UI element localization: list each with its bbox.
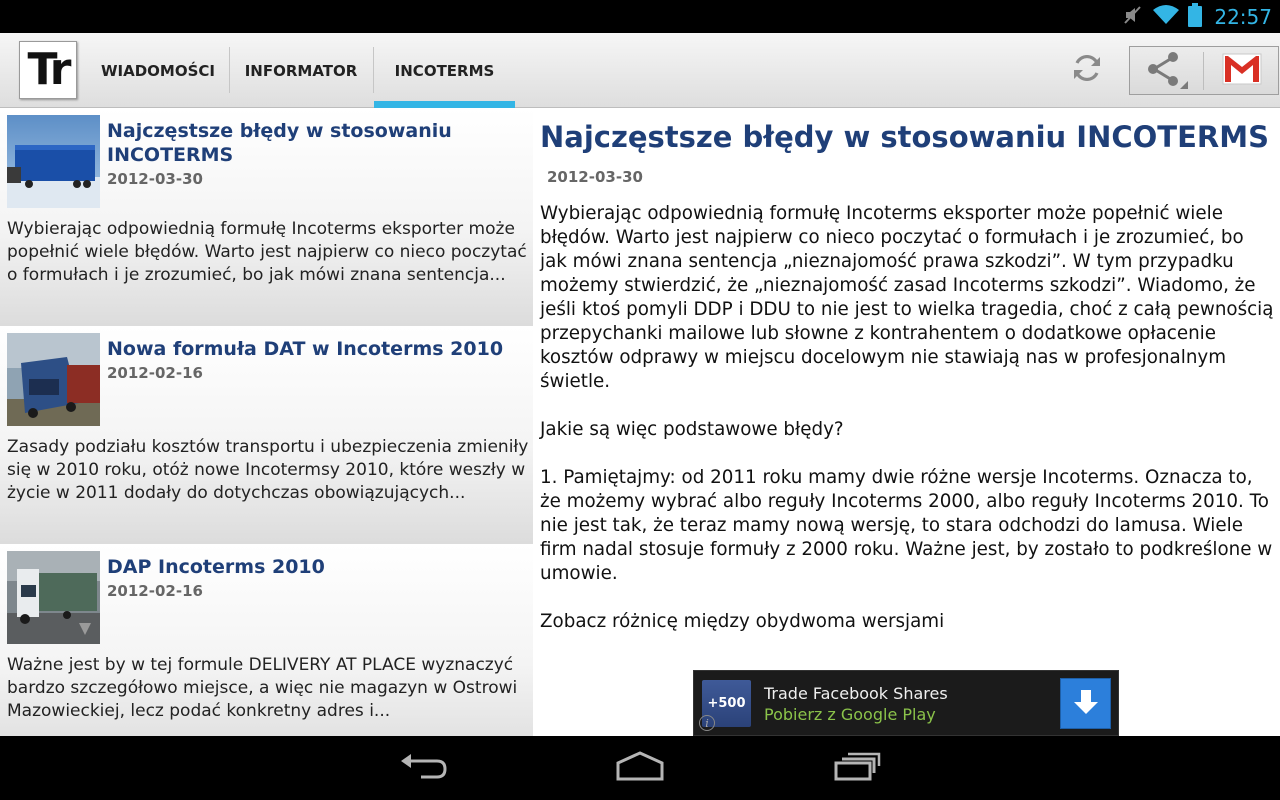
ad-icon-text: +500 (707, 696, 746, 711)
article-excerpt: Wybierając odpowiednią formułę Incoterms eksporter może popełnić wiele błędów. Warto jest najpierw co nieco poczytać o formułach i je zrozumieć, bo jak mówi znana sentencja... (7, 219, 527, 285)
app-logo[interactable] (19, 41, 77, 99)
article-thumbnail (7, 333, 100, 426)
list-item[interactable] (0, 326, 533, 544)
ad-banner[interactable] (693, 670, 1119, 736)
ad-subtitle: Pobierz z Google Play (764, 705, 936, 724)
article-title: Najczęstsze błędy w stosowaniu INCOTERMS (107, 120, 452, 166)
logo-text: Tr (27, 44, 69, 95)
status-icons (1122, 0, 1272, 33)
article-date: 2012-02-16 (107, 582, 203, 600)
action-bar (0, 33, 1280, 108)
tab-label: INFORMATOR (244, 61, 358, 80)
list-item[interactable] (0, 108, 533, 326)
ad-title: Trade Facebook Shares (764, 684, 948, 703)
recents-button[interactable] (817, 748, 897, 788)
detail-paragraph: Jakie są więc podstawowe błędy? (540, 419, 844, 440)
tab-label: INCOTERMS (394, 61, 495, 80)
ad-info-label: i (705, 716, 709, 730)
article-date: 2012-02-16 (107, 364, 203, 382)
home-button[interactable] (600, 748, 680, 788)
status-bar (0, 0, 1280, 33)
share-divider (1203, 52, 1204, 90)
battery-icon (1188, 3, 1202, 31)
detail-paragraph: Wybierając odpowiednią formułę Incoterms eksporter może popełnić wiele błędów. Warto jest najpierw co nieco poczytać o formułach i je zrozumieć, bo jak mówi znana sentencja „nieznajomość prawa szkodzi”. W tym przypadku możemy stwierdzić, że „nieznajomość zasad Incoterms szkodzi”. Wiadomo, że jeśli ktoś pomyli DDP i DDU to nie jest to wielka tragedia, choć z całą pewnością przepychanki mailowe lub słowne z kontrahentem o dodatkowe opłacenie kosztów odprawy w miejscu docelowym nie stawiają nas w profesjonalnym świetle. (540, 203, 1274, 392)
recents-icon (832, 751, 882, 785)
refresh-button[interactable] (1060, 45, 1114, 95)
navigation-bar (0, 736, 1280, 800)
back-button[interactable] (384, 748, 464, 788)
tab-wiadomosci[interactable] (91, 33, 225, 108)
article-thumbnail (7, 551, 100, 644)
article-detail (533, 108, 1280, 736)
ad-info-icon[interactable] (699, 715, 715, 731)
list-item[interactable] (0, 544, 533, 736)
gmail-share-button[interactable] (1206, 47, 1278, 94)
article-list (0, 108, 533, 736)
wifi-icon (1152, 4, 1180, 30)
article-excerpt: Zasady podziału kosztów transportu i ubezpieczenia zmieniły się w 2010 roku, otóż nowe Incotermsy 2010, które weszły w życie w 2011 dodały do dotychczas obowiązujących... (7, 437, 529, 503)
detail-title: Najczęstsze błędy w stosowaniu INCOTERMS (540, 120, 1269, 154)
article-date: 2012-03-30 (107, 170, 203, 188)
tab-incoterms[interactable] (374, 33, 515, 108)
tab-label: WIADOMOŚCI (100, 61, 215, 80)
detail-paragraph: Zobacz różnicę między obydwoma wersjami (540, 611, 945, 632)
home-icon (614, 751, 666, 785)
detail-date: 2012-03-30 (547, 168, 643, 186)
refresh-icon (1070, 51, 1104, 89)
mute-icon (1122, 4, 1144, 30)
tab-informator[interactable] (233, 33, 369, 108)
article-excerpt: Ważne jest by w tej formule DELIVERY AT PLACE wyznaczyć bardzo szczegółowo miejsce, a więc nie magazyn w Ostrowi Mazowieckiej, lecz podać konkretny adres i... (7, 655, 518, 721)
back-icon (399, 751, 449, 785)
article-title: Nowa formuła DAT w Incoterms 2010 (107, 338, 504, 360)
article-thumbnail (7, 115, 100, 208)
ad-download-button[interactable] (1060, 678, 1111, 729)
share-icon (1142, 49, 1190, 93)
detail-body[interactable] (540, 202, 1275, 658)
download-arrow-icon (1073, 688, 1099, 720)
tab-divider (229, 47, 230, 93)
share-button[interactable] (1130, 47, 1202, 94)
tab-selected-indicator (374, 101, 515, 108)
detail-paragraph: 1. Pamiętajmy: od 2011 roku mamy dwie różne wersje Incoterms. Oznacza to, że możemy wybrać albo reguły Incoterms 2000, albo reguły Incoterms 2010. To nie jest tak, że teraz mamy nową wersję, to stara odchodzi do lamusa. Wiele firm nadal stosuje formuły z 2000 roku. Ważne jest, by zostało to podkreślone w umowie. (540, 467, 1273, 584)
clock: 22:57 (1214, 4, 1272, 29)
gmail-icon (1222, 53, 1262, 89)
article-title: DAP Incoterms 2010 (107, 556, 325, 578)
